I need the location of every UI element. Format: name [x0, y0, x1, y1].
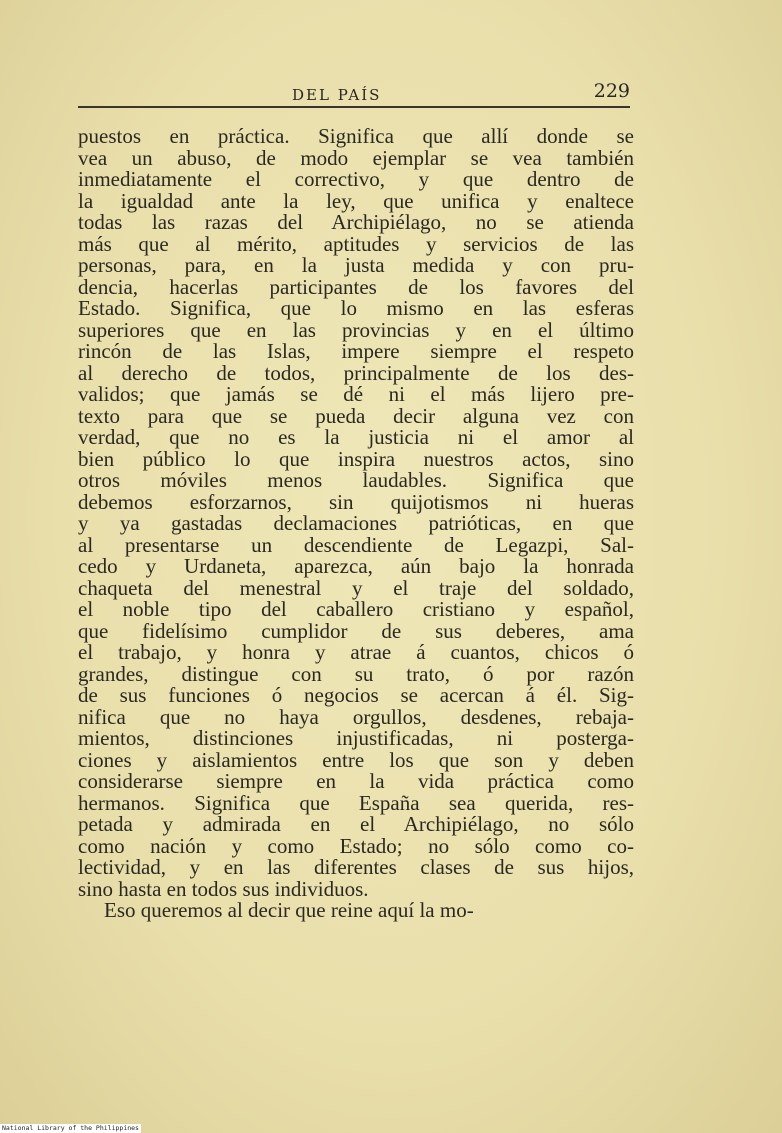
library-credit: National Library of the Philippines	[2, 1124, 139, 1132]
text-line: personas, para, en la justa medida y con pru-	[78, 253, 634, 277]
paragraph-start-line: Eso queremos al decir que reine aquí la mo-	[104, 898, 474, 922]
running-title: DEL PAÍS	[292, 86, 382, 104]
text-line: como nación y como Estado; no sólo como co-	[78, 833, 634, 858]
text-line: chaqueta del menestral y el traje del soldado,	[78, 575, 634, 600]
text-line: bien público lo que inspira nuestros actos, sino	[78, 446, 634, 471]
text-line: Estado. Significa, que lo mismo en las esferas	[78, 296, 634, 320]
text-line: petada y admirada en el Archipiélago, no sólo	[78, 812, 634, 836]
text-line: grandes, distingue con su trato, ó por razón	[78, 661, 634, 686]
text-line: inmediatamente el correctivo, y que dentro de	[78, 167, 634, 191]
text-line: cedo y Urdaneta, aparezca, aún bajo la honrada	[78, 554, 634, 578]
paragraph-end-line: sino hasta en todos sus individuos.	[78, 876, 369, 901]
text-line: otros móviles menos laudables. Significa que	[78, 468, 634, 492]
text-line: y ya gastadas declamaciones patrióticas, en que	[78, 511, 634, 535]
text-line: lectividad, y en las diferentes clases de sus hijos,	[78, 855, 634, 879]
text-line: superiores que en las provincias y en el último	[78, 317, 634, 342]
text-line: puestos en práctica. Significa que allí donde se	[78, 124, 634, 148]
page-number: 229	[593, 80, 630, 102]
text-line: la igualdad ante la ley, que unifica y enaltece	[78, 188, 634, 213]
text-line: todas las razas del Archipiélago, no se atienda	[78, 210, 634, 234]
text-line: dencia, hacerlas participantes de los favores del	[78, 274, 634, 299]
text-line: hermanos. Significa que España sea querida, res-	[78, 790, 634, 815]
text-line: mientos, distinciones injustificadas, ni posterga-	[78, 726, 634, 750]
text-line: que fidelísimo cumplidor de sus deberes, ama	[78, 618, 634, 643]
text-line: ciones y aislamientos entre los que son y deben	[78, 747, 634, 772]
body-text	[78, 126, 634, 922]
text-line: el trabajo, y honra y atrae á cuantos, chicos ó	[78, 640, 634, 664]
text-line: nifica que no haya orgullos, desdenes, rebaja-	[78, 704, 634, 729]
running-head	[78, 80, 630, 110]
text-line: el noble tipo del caballero cristiano y español,	[78, 597, 634, 621]
text-line: vea un abuso, de modo ejemplar se vea también	[78, 145, 634, 170]
text-line: considerarse siempre en la vida práctica como	[78, 769, 634, 793]
header-rule	[78, 106, 630, 108]
text-line: debemos esforzarnos, sin quijotismos ni hueras	[78, 489, 634, 514]
text-line: de sus funciones ó negocios se acercan á él. Sig-	[78, 683, 634, 707]
text-line: al presentarse un descendiente de Legazpi, Sal-	[78, 532, 634, 557]
text-line: texto para que se pueda decir alguna vez con	[78, 403, 634, 428]
text-line: más que al mérito, aptitudes y servicios de las	[78, 231, 634, 256]
text-line: validos; que jamás se dé ni el más lijero pre-	[78, 382, 634, 406]
text-line: al derecho de todos, principalmente de los des-	[78, 360, 634, 385]
text-line: rincón de las Islas, impere siempre el respeto	[78, 339, 634, 363]
text-line: verdad, que no es la justicia ni el amor al	[78, 425, 634, 449]
